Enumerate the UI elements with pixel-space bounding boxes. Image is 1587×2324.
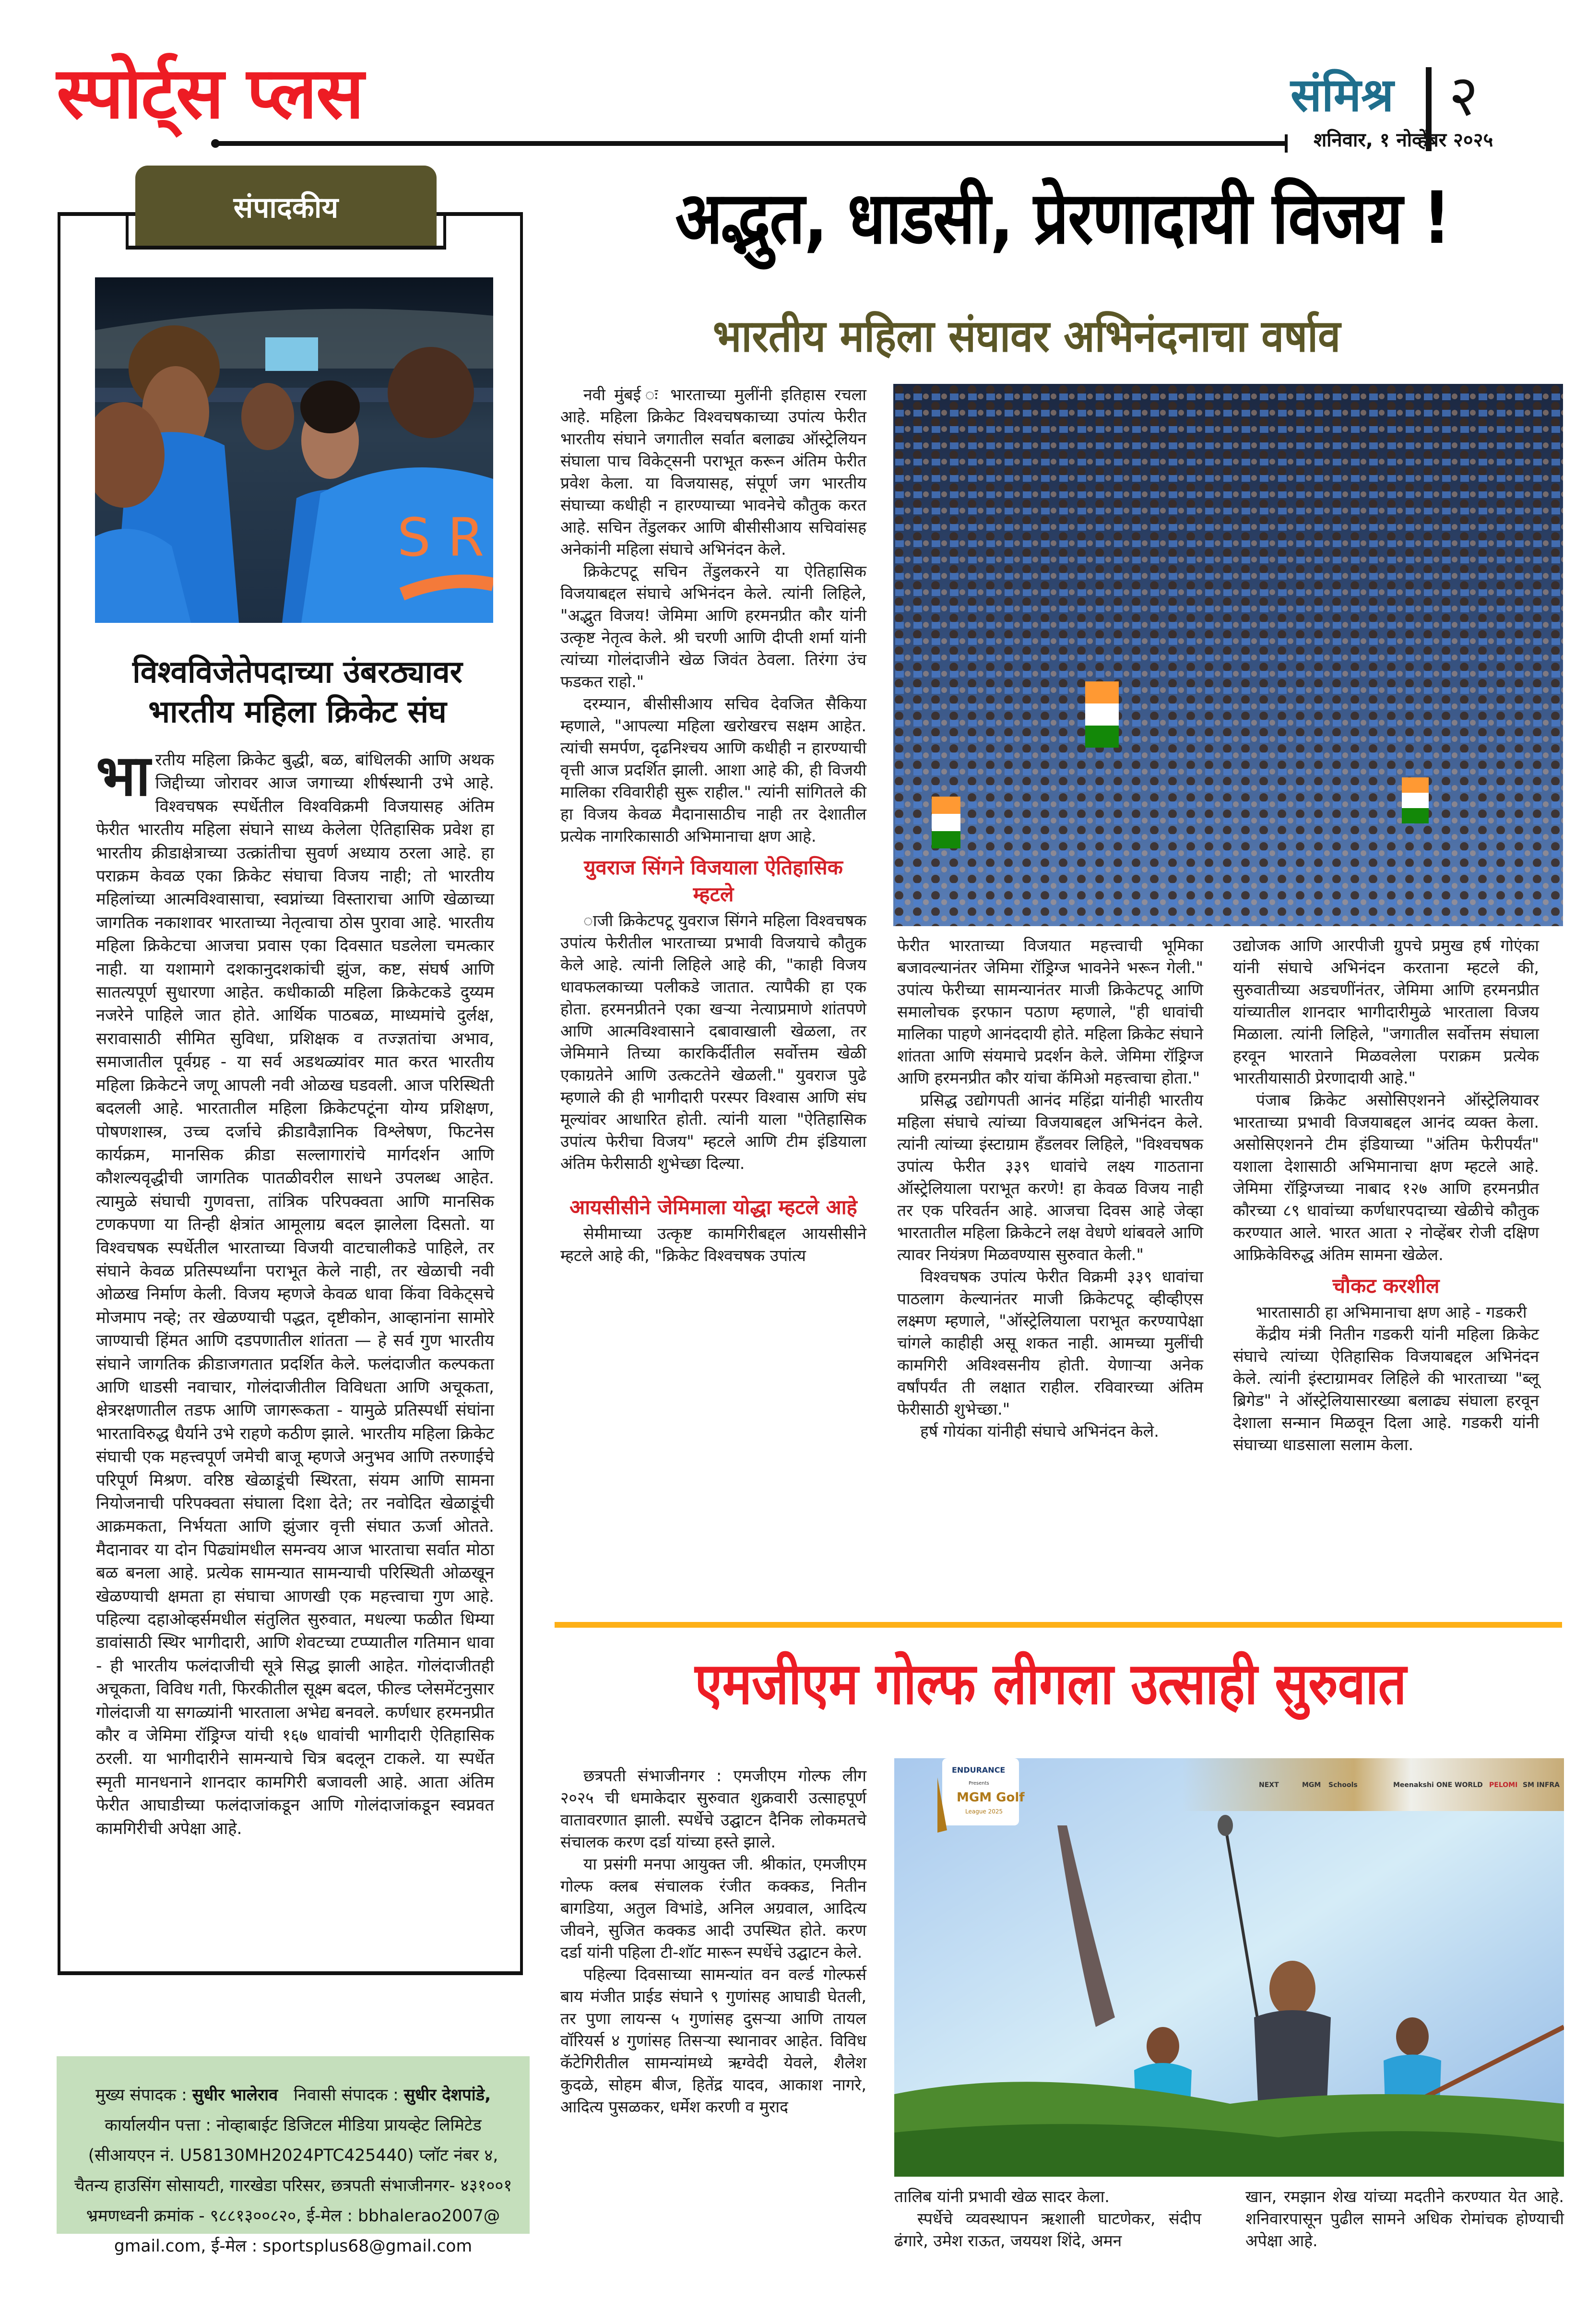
main-headline: अद्भुत, धाडसी, प्रेरणादायी विजय ! xyxy=(675,177,1450,260)
article-paragraph: नवी मुंबई ः भारताच्या मुलींनी इतिहास रचला आहे. महिला क्रिकेट विश्वचषकाच्या उपांत्य फेरीत भारतीय संघाने जगातील सर्वात बलाढ्य ऑस्ट्रेलियन संघाला पाच विकेट्सनी पराभूत करून अंतिम फेरीत प्रवेश केला. या विजयासह, संपूर्ण जग भारतीय संघाच्या कधीही न हारण्याच्या भावनेचे कौतुक करत आहे. सचिन तेंडुलकर आणि बीसीसीआय सचिवांसह अनेकांनी महिला संघाचे अभिनंदन केले. xyxy=(560,385,866,559)
endurance-logo: ENDURANCE xyxy=(952,1765,1006,1775)
editorial-headline-line-2: भारतीय महिला क्रिकेट संघ xyxy=(148,694,447,730)
imprint-address: कार्यालयीन पत्ता : नोव्हाबाईट डिजिटल मीडिया प्रायव्हेट लिमिटेड (सीआयएन नं. U58130MH2024PTC425440) प्लॉट नंबर ४, चैतन्य हाउसिंग सोसायटी, गारखेडा परिसर, छत्रपती संभाजीनगर- ४३१००१ xyxy=(74,2116,512,2195)
golf-story-column-1 xyxy=(560,1765,866,2118)
section-divider-orange xyxy=(555,1622,1562,1628)
team-photo-illustration xyxy=(95,277,493,623)
editorial-team-photo xyxy=(95,277,493,623)
article-paragraph: हर्ष गोयंका यांनीही संघाचे अभिनंदन केले. xyxy=(920,1422,1159,1441)
golf-photo-illustration xyxy=(894,1758,1564,2177)
article-paragraph: भारतासाठी हा अभिमानाचा क्षण आहे - गडकरी xyxy=(1256,1303,1527,1322)
article-paragraph: पंजाब क्रिकेट असोसिएशनने ऑस्ट्रेलियावर भारताच्या प्रभावी विजयाबद्दल आनंद व्यक्त केला. असोसिएशनने टीम इंडियाच्या "अंतिम फेरीपर्यंत" यशाला देशासाठी अभिमानाचा क्षण म्हटले आहे. जेमिमा रॉड्रिग्जच्या नाबाद १२७ आणि हरमनप्रीत कौरच्या ८९ धावांच्या कर्णधारपदाच्या खेळीचे कौतुक करण्यात आले. भारत आता २ नोव्हेंबर रोजी दक्षिण आफ्रिकेविरुद्ध अंतिम सामना खेळेल. xyxy=(1233,1091,1539,1264)
sponsor-logo: NEXT xyxy=(1259,1781,1279,1789)
sponsor-logo: PELOMI xyxy=(1489,1781,1518,1789)
page-number: २ xyxy=(1449,62,1479,129)
article-paragraph: पहिल्या दिवसाच्या सामन्यांत वन वर्ल्ड गोल्फर्स बाय मंजीत प्राईड संघाने ९ गुणांसह आघाडी घेतली, तर पुणा लायन्स ५ गुणांसह दुसऱ्या आणि तायल वॉरियर्स ४ गुणांसह तिसऱ्या स्थानावर आहेत. विविध कॅटेगिरीतील सामन्यांमध्ये ऋग्वेदी येवले, शैलेश कुदळे, सोहम बीज, हितेंद्र यादव, आकाश नागरे, आदित्य पुसळकर, धर्मेश करणी व मुराद xyxy=(560,1965,866,2116)
crowd-celebration-photo xyxy=(893,384,1563,926)
article-paragraph: खान, रमझान शेख यांच्या मदतीने करण्यात येत आहे. शनिवारपासून पुढील सामने अधिक रोमांचक होण्याची अपेक्षा आहे. xyxy=(1245,2187,1564,2250)
editorial-tab-label: संपादकीय xyxy=(233,191,339,225)
main-story-column-2 xyxy=(897,935,1203,1442)
article-paragraph: प्रसिद्ध उद्योगपती आनंद महिंद्रा यांनीही भारतीय महिला संघाचे त्यांच्या विजयाबद्दल अभिनंदन केले. त्यांनी त्यांच्या इंस्टाग्राम हँडलवर लिहिले, "विश्वचषक उपांत्य फेरीत ३३९ धावांचे लक्ष्य गाठताना ऑस्ट्रेलियाला पराभूत करणे! हा केवळ विजय नाही तर एक परिवर्तन आहे. आजचा दिवस आहे जेव्हा भारतातील महिला क्रिकेटने लक्ष वेधणे थांबवले आणि त्यावर नियंत्रण मिळवण्यास सुरुवात केली." xyxy=(897,1091,1203,1264)
masthead-divider xyxy=(216,141,1287,146)
section-name: संमिश्र xyxy=(1291,68,1394,122)
crowd-photo-illustration xyxy=(893,384,1563,926)
editorial-frame-bottom xyxy=(58,1971,523,1975)
subhead-icc: आयसीसीने जेमिमाला योद्धा म्हटले आहे xyxy=(569,1195,857,1219)
sponsor-logo: MGM xyxy=(1302,1781,1321,1789)
article-paragraph: या प्रसंगी मनपा आयुक्त जी. श्रीकांत, एमजीएम गोल्फ क्लब संचालक रंजीत कक्कड, नितीन बागडिया, अतुल विभांडे, अनिल अग्रवाल, आदित्य जीवने, सुजित कक्कड आदी उपस्थित होते. करण दर्डा यांनी पहिला टी-शॉट मारून स्पर्धेचे उद्घाटन केले. xyxy=(560,1855,866,1962)
article-paragraph: क्रिकेटपटू सचिन तेंडुलकरने या ऐतिहासिक विजयाबद्दल संघाचे अभिनंदन केले. त्यांनी लिहिले, "अद्भुत विजय! जेमिमा आणि हरमनप्रीत कौर यांनी उत्कृष्ट नेतृत्व केले. श्री चरणी आणि दीप्ती शर्मा यांनी त्यांच्या गोलंदाजीने खेळ जिवंत ठेवला. तिरंगा उंच फडकत राहो." xyxy=(560,562,866,691)
subhead-box: चौकट करशील xyxy=(1332,1274,1440,1298)
article-paragraph: ाजी क्रिकेटपटू युवराज सिंगने महिला विश्वचषक उपांत्य फेरीतील भारताच्या प्रभावी विजयाचे कौतुक केले आहे. त्यांनी लिहिले आहे की, "काही विजय धावफलकाच्या पलीकडे जातात. त्यापैकी हा एक होता. हरमनप्रीतने एका खऱ्या नेत्याप्रमाणे शांतपणे आणि आत्मविश्वासाने दबावाखाली खेळला, तर जेमिमाने तिच्या कारकिर्दीतील सर्वोत्तम खेळी एकाग्रतेने आणि उत्कटतेने खेळली." युवराज पुढे म्हणाले की ही भागीदारी परस्पर विश्वास आणि संघ मूल्यांवर आधारित होती. त्यांनी याला "ऐतिहासिक उपांत्य फेरीचा विजय" म्हटले आणि टीम इंडियाला अंतिम फेरीसाठी शुभेच्छा दिल्या. xyxy=(560,911,866,1173)
editorial-frame-right xyxy=(520,212,523,1973)
article-paragraph: केंद्रीय मंत्री नितीन गडकरी यांनी महिला क्रिकेट संघाचे त्यांच्या ऐतिहासिक विजयाबद्दल अभिनंदन केले. त्यांनी इंस्टाग्रामवर लिहिले की भारताच्या "ब्लू ब्रिगेड" ने ऑस्ट्रेलियासारख्या बलाढ्य संघाला हरवून देशाला सन्मान मिळवून दिला आहे. गडकरी यांनी संघाच्या धाडसाला सलाम केला. xyxy=(1233,1325,1539,1454)
imprint-box xyxy=(57,2056,530,2256)
main-story-column-3 xyxy=(1233,935,1539,1456)
golf-story-column-3 xyxy=(1245,2186,1564,2252)
main-story-column-1 xyxy=(560,384,866,1267)
sponsor-logo: SM INFRA xyxy=(1523,1781,1560,1789)
article-paragraph: सेमीमाच्या उत्कृष्ट कामगिरीबद्दल आयसीसीने म्हटले आहे की, "क्रिकेट विश्वचषक उपांत्य xyxy=(560,1224,866,1265)
article-paragraph: विश्वचषक उपांत्य फेरीत विक्रमी ३३९ धावांचा पाठलाग केल्यानंतर माजी क्रिकेटपटू व्हीव्हीएस लक्ष्मण म्हणाले, "ऑस्ट्रेलियाला पराभूत करण्यापेक्षा चांगले काहीही असू शकत नाही. आमच्या मुलींची कामगिरी अविश्वसनीय होती. येणाऱ्या अनेक वर्षांपर्यंत ती लक्षात राहील. रविवारच्या अंतिम फेरीसाठी शुभेच्छा." xyxy=(897,1267,1203,1418)
imprint-contact: भ्रमणध्वनी क्रमांक - ९८८१३००८२०, ई-मेल : bbhalerao2007@ gmail.com, ई-मेल : sportsplus68@gmail.com xyxy=(86,2206,500,2256)
mgm-golf-logo: MGM Golf xyxy=(957,1790,1025,1805)
editorial-headline-line-1: विश्वविजेतेपदाच्या उंबरठ्यावर xyxy=(132,655,462,690)
editorial-tab xyxy=(135,166,437,247)
subhead-yuvraj: युवराज सिंगने विजयाला ऐतिहासिक म्हटले xyxy=(584,856,843,906)
resident-editor-name: सुधीर देशपांडे, xyxy=(403,2086,491,2105)
article-paragraph: तालिब यांनी प्रभावी खेळ सादर केला. xyxy=(894,2187,1110,2206)
main-subheadline: भारतीय महिला संघावर अभिनंदनाचा वर्षाव xyxy=(712,310,1341,362)
editorial-frame-top-right xyxy=(437,212,523,216)
article-paragraph: दरम्यान, बीसीसीआय सचिव देवजित सैकिया म्हणाले, "आपल्या महिला खरोखरच सक्षम आहेत. त्यांची समर्पण, दृढनिश्चय आणि कधीही न हारण्याची वृत्ती आज प्रदर्शित झाली. आशा आहे की, ही विजयी मालिका रविवारीही सुरू राहील." त्यांनी सांगितले की हा विजय केवळ मैदानासाठीच नाही तर देशातील प्रत्येक नागरिकासाठी अभिमानाचा क्षण आहे. xyxy=(560,694,866,846)
article-paragraph: स्पर्धेचे व्यवस्थापन ऋशाली घाटणेकर, संदीप ढंगारे, उमेश राऊत, जययश शिंदे, अमन xyxy=(894,2209,1201,2250)
issue-date: शनिवार, १ नोव्हेंबर २०२५ xyxy=(1314,129,1493,151)
golf-headline: एमजीएम गोल्फ लीगला उत्साही सुरुवात xyxy=(695,1651,1407,1717)
editorial-tab-edge-right xyxy=(443,212,446,249)
svg-text:S R: S R xyxy=(397,507,485,568)
golf-inauguration-photo xyxy=(894,1758,1564,2177)
chief-editor-name: सुधीर भालेराव xyxy=(192,2086,278,2105)
editorial-frame-top-left xyxy=(58,212,135,216)
article-paragraph: उद्योजक आणि आरपीजी ग्रुपचे प्रमुख हर्ष गोएंका यांनी संघाचे अभिनंदन करताना म्हटले की, सुरुवातीच्या अडचणींनंतर, जेमिमा आणि हरमनप्रीत यांच्यातील शानदार भागीदारीमुळे भारताला विजय मिळाला. त्यांनी लिहिले, "जगातील सर्वोत्तम संघाला हरवून भारताने मिळवलेला पराक्रम प्रत्येक भारतीयासाठी प्रेरणादायी आहे." xyxy=(1233,936,1539,1087)
league-year-label: League 2025 xyxy=(965,1808,1003,1815)
editorial-dropcap: भा xyxy=(96,742,151,809)
paper-name-logo: स्पोर्ट्स प्लस xyxy=(57,52,363,134)
imprint-editors xyxy=(71,2080,515,2110)
editorial-body xyxy=(96,742,494,1840)
editorial-frame-left xyxy=(58,212,60,1973)
masthead-divider-end xyxy=(1285,134,1288,153)
editorial-tab-edge-left xyxy=(126,212,129,249)
chief-editor-label: मुख्य संपादक : xyxy=(95,2086,187,2105)
editorial-headline xyxy=(86,653,509,732)
sponsor-logo: ONE WORLD xyxy=(1436,1781,1483,1789)
sponsor-logo: Schools xyxy=(1328,1781,1358,1789)
article-paragraph: फेरीत भारताच्या विजयात महत्त्वाची भूमिका बजावल्यानंतर जेमिमा रॉड्रिग्ज भावनेने भरून गेली." उपांत्य फेरीच्या सामन्यानंतर माजी क्रिकेटपटू आणि समालोचक इरफान पठाण म्हणाले, "ही धावांची मालिका पाहणे आनंददायी होते. महिला क्रिकेट संघाने शांतता आणि संयमाचे प्रदर्शन केले. जेमिमा रॉड्रिग्ज आणि हरमनप्रीत कौर यांचा कॅमिओ महत्त्वाचा होता." xyxy=(897,936,1203,1087)
editorial-tab-underline xyxy=(126,246,446,250)
presents-label: Presents xyxy=(969,1781,989,1786)
resident-editor-label: निवासी संपादक : xyxy=(294,2086,399,2105)
editorial-body-text: रतीय महिला क्रिकेट बुद्धी, बळ, बांधिलकी आणि अथक जिद्दीच्या जोरावर आज जगाच्या शीर्षस्थानी उभे आहे. विश्वचषक स्पर्धेतील विश्वविक्रमी विजयासह अंतिम फेरीत भारतीय महिला संघाने साध्य केलेला ऐतिहासिक प्रवेश हा भारतीय क्रीडाक्षेत्राच्या उत्क्रांतीचा सुवर्ण अध्याय ठरला आहे. हा पराक्रम केवळ एका क्रिकेट संघाचा विजय नाही; तो भारतीय महिलांच्या आत्मविश्वासाचा, स्वप्नांच्या विस्ताराचा आणि खेळाच्या जागतिक नकाशावर भारताच्या नेतृत्वाचा ठोस पुरावा आहे. भारतीय महिला क्रिकेटचा आजचा प्रवास एका दिवसात घडलेला चमत्कार नाही. या यशामागे दशकानुदशकांची झुंज, कष्ट, संघर्ष आणि सातत्यपूर्ण सुधारणा आहेत. कधीकाळी महिला क्रिकेटकडे दुय्यम नजरेने पाहिले जात होते. आर्थिक पाठबळ, माध्यमांचे दुर्लक्ष, सरावासाठी सीमित सुविधा, प्रशिक्षक व तज्ज्ञतांचा अभाव, समाजातील पूर्वग्रह - या सर्व अडथळ्यांवर मात करत भारतीय महिला क्रिकेटने जणू आपली नवी ओळख घडवली. आज परिस्थिती बदलली आहे. भारतातील महिला क्रिकेटपटूंना योग्य प्रशिक्षण, पोषणशास्त्र, उच्च दर्जाचे क्रीडावैज्ञानिक विश्लेषण, फिटनेस कार्यक्रम, मानसिक क्रीडा सल्लागारांचे मार्गदर्शन आणि कौशल्यवृद्धीची जागतिक पातळीवरील साधने उपलब्ध आहेत. त्यामुळे संघाची गुणवत्ता, तांत्रिक परिपक्वता आणि मानसिक टणकपणा या तिन्ही क्षेत्रांत आमूलाग्र बदल झालेला दिसतो. या विश्वचषक स्पर्धेतील भारताच्या विजयी वाटचालीकडे पाहिले, तर संघाने केवळ प्रतिस्पर्ध्यांना पराभूत केले नाही, तर खेळाची नवी ओळख निर्माण केली. विजय म्हणजे केवळ धावा किंवा विकेट्सचे मोजमाप नव्हे; तर खेळण्याची पद्धत, दृष्टीकोन, आव्हानांना सामोरे जाण्याची हिंमत आणि दडपणातील शांतता — हे सर्व गुण भारतीय संघाने जागतिक क्रीडाजगतात प्रदर्शित केले. फलंदाजीत कल्पकता आणि धाडसी नवाचार, गोलंदाजीतील विविधता आणि अचूकता, क्षेत्ररक्षणातील तडफ आणि जागरूकता - यामुळे प्रतिस्पर्धी संघांना भारताविरुद्ध धैर्याने उभे राहणे कठीण झाले. भारतीय महिला क्रिकेट संघाची एक महत्त्वपूर्ण जमेची बाजू म्हणजे अनुभव आणि तरुणाईचे परिपूर्ण मिश्रण. वरिष्ठ खेळाडूंची स्थिरता, संयम आणि सामना नियोजनाची परिपक्वता संघाला दिशा देते; तर नवोदित खेळाडूंची आक्रमकता, निर्भयता आणि झुंजार वृत्ती संघात ऊर्जा ओतते. मैदानावर या दोन पिढ्यांमधील समन्वय आज भारताचा सर्वात मोठा बळ बनला आहे. प्रत्येक सामन्यात सामन्याची परिस्थिती ओळखून खेळण्याची क्षमता हा संघाचा आणखी एक महत्त्वाचा गुण आहे. पहिल्या दहाओव्हर्समधील संतुलित सुरुवात, मधल्या फळीत धिम्या डावांसाठी स्थिर भागीदारी, आणि शेवटच्या टप्प्यातील गतिमान धावा - ही भारतीय फलंदाजीची सूत्रे सिद्ध झाली आहेत. गोलंदाजीतही अचूकता, विविध गती, फिरकीतील सूक्ष्म बदल, फील्ड प्लेसमेंटनुसार गोलंदाजी या सगळ्यांनी भारताला अभेद्य बनवले. कर्णधार हरमनप्रीत कौर व जेमिमा रॉड्रिग्ज यांची १६७ धावांची भागीदारी ऐतिहासिक ठरली. या भागीदारीने सामन्याचे चित्र बदलून टाकले. या स्पर्धेत स्मृती मानधनाने शानदार कामगिरी बजावली आहे. आता अंतिम फेरीत आघाडीच्या फलंदाजांकडून आणि गोलंदाजांकडून स्वप्नवत कामगिरीची अपेक्षा आहे. xyxy=(96,751,494,1838)
sponsor-logo: Meenakshi xyxy=(1393,1781,1434,1789)
article-paragraph: छत्रपती संभाजीनगर : एमजीएम गोल्फ लीग २०२५ ची धमाकेदार सुरुवात शुक्रवारी उत्साहपूर्ण वातावरणात झाली. स्पर्धेचे उद्घाटन दैनिक लोकमतचे संचालक करण दर्डा यांच्या हस्ते झाले. xyxy=(560,1766,866,1851)
golf-story-column-2 xyxy=(894,2186,1201,2252)
